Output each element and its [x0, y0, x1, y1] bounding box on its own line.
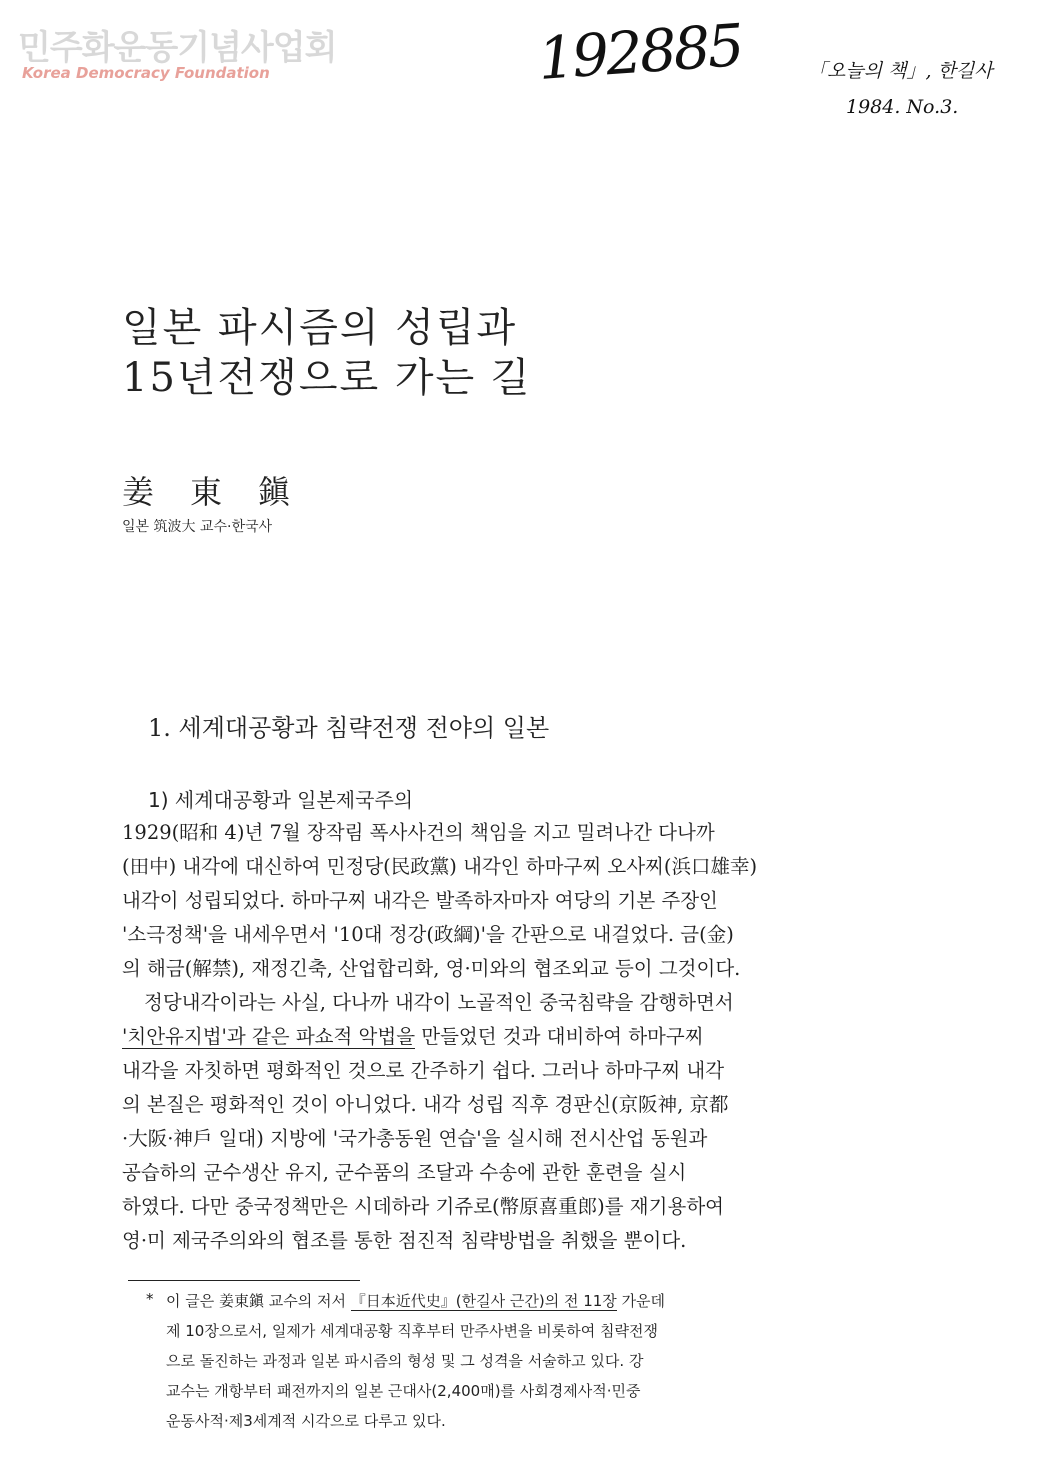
footnote-text-segment: 가운데 [616, 1292, 666, 1310]
article-title-line2: 15년전쟁으로 가는 길 [122, 355, 532, 401]
body-line: 하였다. 다만 중국정책만은 시데하라 기쥬로(幣原喜重郎)를 재기용하여 [122, 1195, 724, 1218]
body-line: 의 해금(解禁), 재정긴축, 산업합리화, 영·미와의 협조외교 등이 그것이다. [122, 957, 741, 980]
section-heading: 1. 세계대공황과 침략전쟁 전야의 일본 [148, 714, 550, 742]
body-line: 의 본질은 평화적인 것이 아니었다. 내각 성립 직후 경판신(京阪神, 京都 [122, 1093, 729, 1116]
body-line: 1929(昭和 4)년 7월 장작림 폭사사건의 책임을 지고 밀려나간 다나까 [122, 821, 715, 844]
footnote-text-segment: 이 글은 姜東鎭 교수의 저서 [166, 1292, 351, 1310]
handwritten-issue: 1984. No.3. [846, 96, 959, 118]
handwritten-number: 192885 [535, 10, 744, 94]
watermark-korean: 민주화운동기념사업회 [18, 28, 337, 68]
body-line: 내각을 자칫하면 평화적인 것으로 간주하기 쉽다. 그러나 하마구찌 내각 [122, 1059, 725, 1082]
handwritten-reference: 「오늘의 책」, 한길사 [808, 60, 993, 82]
author-affiliation: 일본 筑波大 교수·한국사 [122, 519, 273, 535]
footnote-line [166, 1288, 880, 1314]
article-title-line1: 일본 파시즘의 성립과 [122, 305, 518, 351]
body-line: '소극정책'을 내세우면서 '10대 정강(政綱)'을 간판으로 내걸었다. 금(金) [122, 923, 734, 946]
underlined-phrase: '치안유지법'과 같은 파쇼적 악법을 [122, 1025, 416, 1048]
body-line: 공습하의 군수생산 유지, 군수품의 조달과 수송에 관한 훈련을 실시 [122, 1161, 687, 1184]
body-line [122, 1022, 874, 1052]
body-line: (田中) 내각에 대신하여 민정당(民政黨) 내각인 하마구찌 오사찌(浜口雄幸) [122, 855, 758, 878]
footnote-line: 제 10장으로서, 일제가 세계대공황 직후부터 만주사변을 비롯하여 침략전쟁 [166, 1322, 658, 1340]
body-line: 영·미 제국주의와의 협조를 통한 점진적 침략방법을 취했을 뿐이다. [122, 1229, 687, 1252]
author-name: 姜東鎭 [122, 473, 327, 511]
footnote-line: 교수는 개항부터 패전까지의 일본 근대사(2,400매)를 사회경제사적·민중 [166, 1382, 641, 1400]
footnote-line: 으로 돌진하는 과정과 일본 파시즘의 형성 및 그 성격을 서술하고 있다. 강 [166, 1352, 644, 1370]
footnote-line: 운동사적·제3세계적 시각으로 다루고 있다. [166, 1412, 446, 1430]
footnote-marker: * [146, 1290, 154, 1308]
underlined-phrase: 『日本近代史』(한길사 근간)의 전 11장 [350, 1292, 617, 1310]
watermark-english: Korea Democracy Foundation [22, 64, 270, 82]
body-line: 내각이 성립되었다. 하마구찌 내각은 발족하자마자 여당의 기본 주장인 [122, 889, 718, 912]
subsection-heading: 1) 세계대공황과 일본제국주의 [148, 788, 414, 812]
footnote-divider [128, 1280, 360, 1281]
body-text-segment: 만들었던 것과 대비하여 하마구찌 [415, 1025, 704, 1048]
body-line: 정당내각이라는 사실, 다나까 내각이 노골적인 중국침략을 감행하면서 [144, 991, 734, 1014]
body-line: ·大阪·神戶 일대) 지방에 '국가총동원 연습'을 실시해 전시산업 동원과 [122, 1127, 708, 1150]
